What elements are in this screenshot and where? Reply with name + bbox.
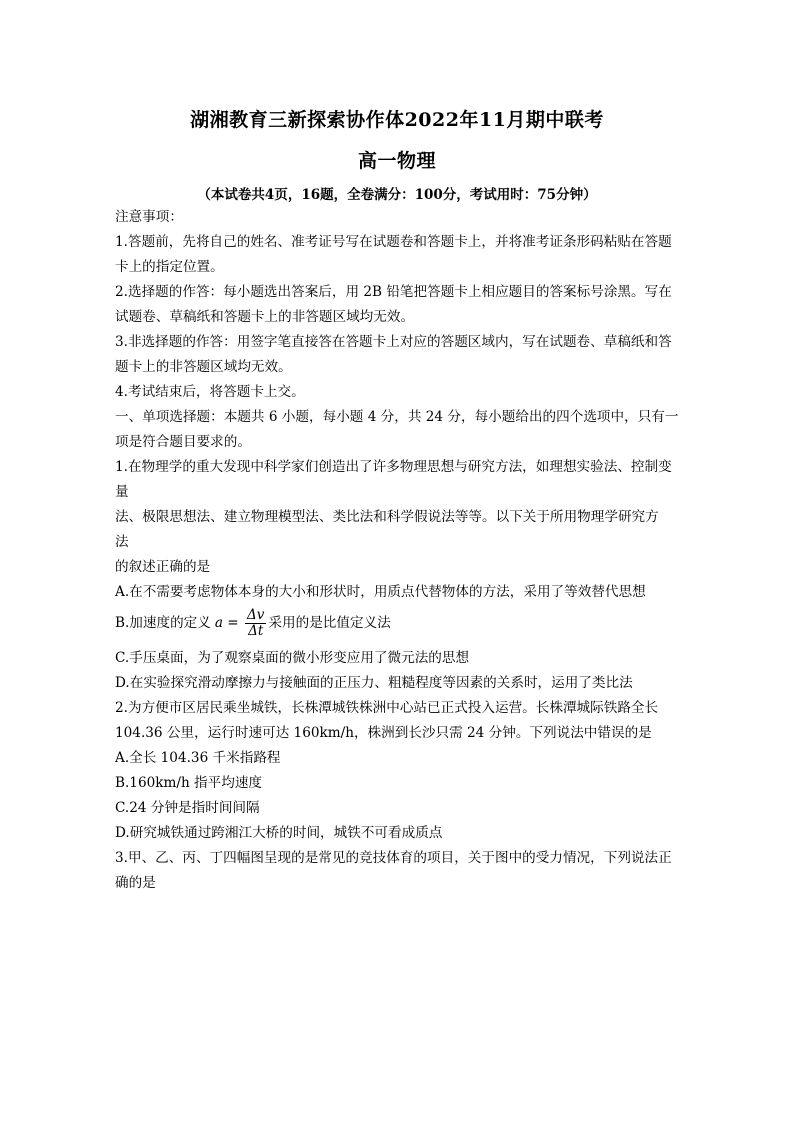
question-2-option-d: D.研究城铁通过跨湘江大桥的时间，城铁不可看成质点 <box>115 825 443 841</box>
fraction <box>245 608 266 639</box>
section-heading: 项是符合题目要求的。 <box>115 434 251 450</box>
section-heading: 一、单项选择题：本题共 6 小题，每小题 4 分，共 24 分，每小题给出的四个选项中，只有一 <box>115 409 679 425</box>
question-1-option-c: C.手压桌面，为了观察桌面的微小形变应用了微元法的思想 <box>115 650 470 666</box>
question-1-stem: 的叙述正确的是 <box>115 559 211 575</box>
question-1-option-b <box>115 604 685 642</box>
fraction-numerator: Δv <box>247 606 265 623</box>
notice-line: 试题卷、草稿纸和答题卡上的非答题区域均无效。 <box>115 309 415 325</box>
question-1-stem: 量 <box>115 484 129 500</box>
subject-title: 高一物理 <box>357 150 436 172</box>
question-3-stem: 确的是 <box>115 875 156 891</box>
question-2-stem: 104.36 公里，运行时速可达 160km/h，株洲到长沙只需 24 分钟。下列说法中错误的是 <box>115 725 652 741</box>
notice-line: 3.非选择题的作答：用签字笔直接答在答题卡上对应的答题区域内，写在试题卷、草稿纸和答 <box>115 334 672 350</box>
exam-title: 湖湘教育三新探索协作体2022年11月期中联考 <box>190 109 604 131</box>
equals-sign: = <box>222 615 244 631</box>
option-b-prefix: B.加速度的定义 <box>115 615 211 631</box>
question-1-stem: 法 <box>115 534 129 550</box>
question-3-stem: 3.甲、乙、丙、丁四幅图呈现的是常见的竞技体育的项目，关于图中的受力情况，下列说法正 <box>115 850 672 866</box>
question-1-option-a: A.在不需要考虑物体本身的大小和形状时，用质点代替物体的方法，采用了等效替代思想 <box>115 584 646 600</box>
question-2-option-b: B.160km/h 指平均速度 <box>115 775 263 791</box>
notice-line: 2.选择题的作答：每小题选出答案后，用 2B 铅笔把答题卡上相应题目的答案标号涂黑。写在 <box>115 284 672 300</box>
question-2-option-c: C.24 分钟是指时间间隔 <box>115 800 260 816</box>
notice-line: 4.考试结束后，将答题卡上交。 <box>115 384 305 400</box>
notice-line: 1.答题前，先将自己的姓名、准考证号写在试题卷和答题卡上，并将准考证条形码粘贴在答题 <box>115 234 672 250</box>
question-2-stem: 2.为方便市区居民乘坐城铁，长株潭城铁株洲中心站已正式投入运营。长株潭城际铁路全长 <box>115 700 659 716</box>
option-b-suffix: 采用的是比值定义法 <box>268 615 391 631</box>
accel-symbol: a <box>214 615 223 631</box>
question-1-stem: 法、极限思想法、建立物理模型法、类比法和科学假说法等等。以下关于所用物理学研究方 <box>115 509 659 525</box>
question-1-option-d: D.在实验探究滑动摩擦力与接触面的正压力、粗糙程度等因素的关系时，运用了类比法 <box>115 675 633 691</box>
notice-line: 题卡上的非答题区域均无效。 <box>115 359 292 375</box>
notice-line: 卡上的指定位置。 <box>115 259 224 275</box>
fraction-denominator: Δt <box>248 622 264 639</box>
exam-info: （本试卷共4页，16题，全卷满分：100分，考试用时：75分钟） <box>197 187 597 203</box>
notice-heading: 注意事项： <box>115 209 183 225</box>
question-2-option-a: A.全长 104.36 千米指路程 <box>115 750 281 766</box>
question-1-stem: 1.在物理学的重大发现中科学家们创造出了许多物理思想与研究方法，如理想实验法、控制变 <box>115 459 672 475</box>
